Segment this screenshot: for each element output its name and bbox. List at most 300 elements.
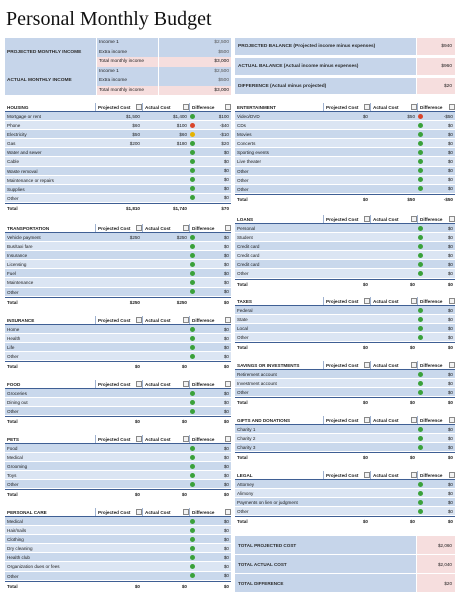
status-green-icon [190, 253, 195, 258]
actual-cost-cell[interactable]: $1,400 [172, 114, 187, 119]
difference-value: $0 [447, 481, 453, 487]
projected-cost-cell[interactable]: $250 [129, 235, 140, 240]
projected-cost-cell[interactable] [95, 572, 142, 580]
projected-cost-cell[interactable]: $200 [129, 141, 140, 147]
table-row [5, 535, 231, 544]
filter-dropdown-icon[interactable] [449, 298, 455, 304]
item-name[interactable]: Credit card [237, 244, 260, 250]
projected-cost-cell[interactable] [323, 388, 370, 396]
actual-cost-header [142, 508, 189, 516]
item-name[interactable]: Maintenance [7, 280, 34, 286]
item-name[interactable]: Concerts [237, 141, 256, 147]
table-row [235, 139, 455, 148]
difference-header [189, 103, 231, 111]
actual-cost-cell[interactable]: $50 [407, 114, 415, 119]
item-name[interactable]: Other [7, 482, 19, 488]
item-name[interactable]: Medical [7, 455, 23, 461]
item-name[interactable]: Water and sewer [7, 150, 42, 156]
projected-cost-cell[interactable] [323, 269, 370, 277]
actual-cost-cell[interactable]: $180 [176, 141, 187, 147]
actual-cost-cell[interactable] [370, 139, 417, 147]
actual-cost-cell[interactable] [142, 325, 189, 333]
table-row [5, 288, 231, 297]
income-value[interactable]: $500 [158, 48, 231, 58]
difference-value: $0 [223, 554, 229, 560]
table-row [235, 176, 455, 185]
item-name[interactable]: Gas [7, 141, 16, 147]
projected-cost-cell[interactable] [323, 130, 370, 138]
projected-cost-cell[interactable] [95, 526, 142, 534]
difference-cell [417, 251, 455, 259]
difference-value: $0 [223, 545, 229, 551]
actual-cost-cell[interactable] [142, 269, 189, 277]
projected-cost-cell[interactable] [95, 398, 142, 406]
actual-cost-cell[interactable] [370, 425, 417, 433]
actual-cost-cell[interactable] [370, 157, 417, 165]
projected-cost-cell[interactable] [323, 379, 370, 387]
projected-cost-cell[interactable]: $1,500 [125, 114, 140, 119]
actual-cost-cell[interactable] [370, 121, 417, 129]
status-green-icon [190, 271, 195, 276]
grand-total-label: TOTAL PROJECTED COST [235, 536, 416, 554]
item-name[interactable]: Electricity [7, 132, 27, 138]
status-green-icon [190, 280, 195, 285]
projected-cost-cell[interactable] [323, 443, 370, 451]
total-difference: -$50 [443, 196, 453, 202]
item-name[interactable]: Life [7, 345, 15, 351]
projected-cost-cell[interactable] [95, 167, 142, 175]
filter-dropdown-icon[interactable] [225, 509, 231, 515]
item-name[interactable]: Grooming [7, 464, 28, 470]
column-label: Projected Cost [98, 437, 131, 442]
column-label: Projected Cost [98, 382, 131, 387]
actual-cost-cell[interactable] [142, 471, 189, 479]
projected-cost-cell[interactable] [323, 507, 370, 515]
item-name[interactable]: Other [7, 289, 19, 295]
table-body [5, 389, 231, 416]
difference-value: $0 [447, 261, 453, 267]
total-actual: $0 [409, 400, 415, 406]
projected-cost-cell[interactable] [323, 489, 370, 497]
actual-cost-cell[interactable] [142, 194, 189, 202]
table-body [5, 444, 231, 489]
actual-cost-cell[interactable] [370, 315, 417, 323]
actual-cost-cell[interactable] [142, 444, 189, 452]
actual-cost-cell[interactable] [370, 185, 417, 193]
item-name[interactable]: Toys [7, 473, 17, 479]
income-value[interactable]: $2,500 [158, 38, 231, 48]
income-value[interactable]: $2,500 [158, 67, 231, 77]
column-label: Projected Cost [326, 418, 359, 423]
projected-cost-cell[interactable] [95, 334, 142, 342]
total-difference: $0 [223, 364, 229, 370]
difference-cell [417, 489, 455, 497]
actual-cost-cell[interactable]: $250 [176, 235, 187, 240]
difference-value: $0 [447, 122, 453, 128]
actual-cost-cell[interactable] [142, 352, 189, 360]
total-actual: $0 [409, 281, 415, 287]
filter-dropdown-icon[interactable] [225, 381, 231, 387]
table-row [235, 269, 455, 278]
projected-cost-cell[interactable] [323, 176, 370, 184]
projected-cost-cell[interactable] [95, 185, 142, 193]
item-name[interactable]: Credit card [237, 253, 260, 259]
projected-cost-cell[interactable] [95, 453, 142, 461]
entertainment-table [235, 103, 455, 203]
actual-cost-cell[interactable] [370, 388, 417, 396]
actual-cost-cell[interactable] [142, 535, 189, 543]
item-name[interactable]: Home [7, 327, 20, 332]
table-row [235, 507, 455, 516]
item-name[interactable]: Food [7, 446, 18, 451]
item-name[interactable]: Health club [7, 555, 30, 561]
actual-cost-cell[interactable] [142, 544, 189, 552]
item-name[interactable]: Credit card [237, 262, 260, 268]
actual-cost-cell[interactable] [142, 343, 189, 351]
projected-cost-cell[interactable] [95, 444, 142, 452]
item-name[interactable]: CDs [237, 123, 246, 129]
projected-cost-cell[interactable] [95, 260, 142, 268]
item-name[interactable]: Organization dues or fees [7, 564, 60, 570]
filter-dropdown-icon[interactable] [225, 317, 231, 323]
projected-cost-cell[interactable] [95, 389, 142, 397]
projected-cost-cell[interactable]: $50 [132, 132, 140, 138]
difference-value: $0 [447, 243, 453, 249]
difference-cell [189, 167, 231, 175]
grand-total-value: $2,040 [417, 555, 455, 573]
projected-cost-cell[interactable] [323, 148, 370, 156]
item-name[interactable]: Other [7, 409, 19, 415]
item-name[interactable]: Vehicle payment [7, 235, 41, 240]
actual-cost-cell[interactable] [142, 167, 189, 175]
item-name[interactable]: Insurance [7, 253, 28, 259]
actual-cost-cell[interactable] [370, 306, 417, 314]
status-green-icon [190, 564, 195, 569]
actual-cost-cell[interactable] [370, 370, 417, 378]
difference-value: $0 [223, 234, 229, 240]
projected-cost-header [323, 103, 370, 111]
item-name[interactable]: Other [237, 390, 249, 396]
item-name[interactable]: Investment account [237, 381, 277, 387]
actual-cost-cell[interactable] [142, 462, 189, 470]
actual-cost-cell[interactable] [370, 242, 417, 250]
projected-cost-cell[interactable] [95, 157, 142, 165]
item-name[interactable]: Other [7, 573, 19, 579]
projected-cost-cell[interactable] [323, 333, 370, 341]
projected-cost-cell[interactable] [323, 480, 370, 488]
item-name[interactable]: Cable [7, 159, 20, 165]
filter-dropdown-icon[interactable] [449, 362, 455, 368]
projected-cost-cell[interactable] [95, 544, 142, 552]
actual-cost-cell[interactable] [370, 379, 417, 387]
actual-cost-cell[interactable] [142, 334, 189, 342]
projected-cost-cell[interactable] [95, 325, 142, 333]
projected-cost-cell[interactable] [95, 343, 142, 351]
item-name[interactable]: Payments on lien or judgment [237, 500, 298, 506]
item-name[interactable]: Dry cleaning [7, 546, 33, 552]
projected-cost-cell[interactable] [323, 315, 370, 323]
status-green-icon [190, 195, 195, 200]
item-name[interactable]: Fuel [7, 271, 16, 277]
projected-income-label [5, 38, 96, 48]
item-name[interactable]: Personal [237, 226, 256, 231]
item-name[interactable]: Bus/taxi fare [7, 244, 33, 250]
actual-cost-cell[interactable] [370, 130, 417, 138]
item-name[interactable]: Hair/nails [7, 528, 27, 534]
filter-dropdown-icon[interactable] [225, 104, 231, 110]
total-projected: $0 [362, 400, 368, 406]
filter-dropdown-icon[interactable] [449, 104, 455, 110]
actual-cost-cell[interactable] [142, 185, 189, 193]
projected-cost-cell[interactable] [323, 370, 370, 378]
projected-cost-cell[interactable] [95, 553, 142, 561]
income-name[interactable]: Income 1 [96, 38, 158, 48]
status-green-icon [418, 141, 423, 146]
projected-cost-cell[interactable] [323, 233, 370, 241]
projected-cost-cell[interactable] [95, 269, 142, 277]
item-name[interactable]: Other [237, 509, 249, 515]
difference-value: $0 [223, 445, 229, 451]
item-name[interactable]: Medical [7, 519, 23, 524]
actual-cost-cell[interactable] [142, 278, 189, 286]
actual-cost-cell[interactable] [142, 553, 189, 561]
income-name[interactable]: Extra income [96, 48, 158, 58]
actual-cost-cell[interactable] [142, 572, 189, 580]
actual-cost-cell[interactable] [370, 224, 417, 232]
actual-cost-cell[interactable] [142, 251, 189, 259]
item-name[interactable]: Supplies [7, 186, 25, 192]
difference-cell [189, 185, 231, 193]
projected-cost-cell[interactable] [95, 251, 142, 259]
projected-cost-cell[interactable] [323, 242, 370, 250]
projected-cost-cell[interactable] [323, 260, 370, 268]
item-name[interactable]: Sporting events [237, 150, 269, 156]
actual-cost-cell[interactable] [370, 498, 417, 506]
projected-cost-cell[interactable] [95, 407, 142, 415]
actual-cost-cell[interactable] [142, 288, 189, 296]
actual-cost-cell[interactable] [142, 562, 189, 570]
difference-cell [189, 480, 231, 488]
status-green-icon [418, 509, 423, 514]
projected-cost-cell[interactable] [95, 278, 142, 286]
difference-value: $0 [223, 149, 229, 155]
income-value[interactable]: $500 [158, 76, 231, 86]
actual-cost-cell[interactable] [142, 242, 189, 250]
actual-cost-cell[interactable] [370, 148, 417, 156]
item-name[interactable]: Other [237, 335, 249, 341]
projected-cost-cell[interactable] [323, 498, 370, 506]
actual-cost-cell[interactable] [142, 148, 189, 156]
column-label: Difference [420, 217, 443, 222]
projected-cost-cell[interactable] [323, 139, 370, 147]
actual-cost-cell[interactable]: $60 [179, 132, 187, 138]
difference-cell [189, 562, 231, 570]
item-name[interactable]: Alimony [237, 491, 254, 497]
table-row [5, 130, 231, 139]
item-name[interactable]: Live theater [237, 159, 262, 165]
difference-value: $100 [218, 113, 229, 119]
actual-cost-cell[interactable] [370, 507, 417, 515]
difference-cell [417, 121, 455, 129]
actual-cost-cell[interactable] [370, 167, 417, 175]
item-name[interactable]: Other [237, 271, 249, 277]
projected-cost-cell[interactable] [95, 480, 142, 488]
item-name[interactable]: Other [237, 168, 249, 174]
projected-cost-cell[interactable] [323, 324, 370, 332]
filter-dropdown-icon[interactable] [449, 417, 455, 423]
difference-value: $0 [447, 252, 453, 258]
actual-cost-cell[interactable] [142, 480, 189, 488]
item-name[interactable]: Phone [7, 123, 21, 129]
item-name[interactable]: Mortgage or rent [7, 114, 41, 119]
column-label: Projected Cost [326, 473, 359, 478]
actual-cost-header [142, 103, 189, 111]
actual-cost-cell[interactable] [370, 333, 417, 341]
actual-cost-cell[interactable] [142, 453, 189, 461]
total-projected: $0 [134, 419, 140, 425]
projected-cost-cell[interactable] [323, 121, 370, 129]
item-name[interactable]: Federal [237, 308, 253, 313]
actual-cost-cell[interactable] [370, 260, 417, 268]
item-name[interactable]: Clothing [7, 537, 24, 543]
projected-cost-cell[interactable] [323, 185, 370, 193]
difference-cell [417, 269, 455, 277]
difference-cell [189, 526, 231, 534]
item-name[interactable]: Other [7, 195, 19, 201]
item-name[interactable]: Attorney [237, 482, 255, 487]
projected-cost-cell[interactable] [95, 352, 142, 360]
actual-cost-cell[interactable] [370, 176, 417, 184]
actual-balance [235, 58, 455, 75]
item-name[interactable]: Movies [237, 132, 252, 138]
projected-cost-cell[interactable] [323, 224, 370, 232]
actual-cost-cell[interactable] [142, 176, 189, 184]
projected-cost-cell[interactable]: $60 [132, 123, 140, 129]
projected-cost-cell[interactable] [95, 462, 142, 470]
difference-value: $0 [447, 499, 453, 505]
actual-cost-cell[interactable] [142, 260, 189, 268]
table-row [5, 269, 231, 278]
projected-cost-cell[interactable] [323, 425, 370, 433]
item-name[interactable]: Health [7, 336, 21, 342]
actual-cost-header [142, 316, 189, 324]
projected-cost-cell[interactable] [95, 242, 142, 250]
income-row [5, 48, 231, 58]
status-green-icon [190, 473, 195, 478]
total-difference: $0 [447, 345, 453, 351]
item-name[interactable]: Groceries [7, 391, 27, 396]
filter-dropdown-icon[interactable] [225, 225, 231, 231]
item-name[interactable]: Other [237, 177, 249, 183]
difference-value: $0 [447, 426, 453, 432]
item-name[interactable]: Charity 1 [237, 427, 256, 432]
actual-cost-cell[interactable] [370, 233, 417, 241]
actual-cost-cell[interactable]: $100 [176, 123, 187, 129]
actual-cost-cell[interactable] [142, 389, 189, 397]
actual-cost-cell[interactable] [370, 269, 417, 277]
actual-cost-cell[interactable] [370, 480, 417, 488]
table-row [5, 389, 231, 398]
status-green-icon [418, 244, 423, 249]
item-name[interactable]: Retirement account [237, 372, 277, 377]
projected-cost-header [323, 471, 370, 479]
projected-cost-cell[interactable]: $0 [362, 114, 368, 119]
table-row [235, 498, 455, 507]
item-name[interactable]: Local [237, 326, 248, 332]
projected-cost-cell[interactable] [323, 251, 370, 259]
item-name[interactable]: State [237, 317, 248, 323]
difference-cell [189, 269, 231, 277]
table-body [5, 517, 231, 581]
projected-cost-cell[interactable] [95, 517, 142, 525]
housing-table [5, 103, 231, 212]
projected-cost-cell[interactable] [95, 288, 142, 296]
actual-cost-cell[interactable] [370, 324, 417, 332]
projected-cost-header [95, 316, 142, 324]
table-row [5, 139, 231, 148]
item-name[interactable]: Maintenance or repairs [7, 177, 54, 183]
projected-cost-cell[interactable] [95, 176, 142, 184]
actual-cost-cell[interactable] [142, 398, 189, 406]
status-red-icon [418, 114, 423, 119]
total-difference: $0 [223, 299, 229, 305]
projected-cost-cell[interactable] [323, 306, 370, 314]
projected-cost-cell[interactable] [95, 148, 142, 156]
status-green-icon [190, 345, 195, 350]
total-row [5, 203, 231, 212]
actual-cost-cell[interactable] [370, 251, 417, 259]
actual-cost-cell[interactable] [142, 407, 189, 415]
income-name[interactable]: Extra income [96, 76, 158, 86]
projected-cost-cell[interactable] [95, 194, 142, 202]
item-name[interactable]: Other [7, 354, 19, 360]
item-name[interactable]: Other [237, 186, 249, 192]
income-name: Total monthly income [96, 86, 158, 96]
item-name[interactable]: Student [237, 235, 253, 241]
income-name[interactable]: Income 1 [96, 67, 158, 77]
filter-dropdown-icon[interactable] [225, 436, 231, 442]
table-row [5, 462, 231, 471]
item-name[interactable]: Charity 2 [237, 436, 256, 442]
income-value: $3,000 [158, 86, 231, 96]
table-header [235, 103, 455, 112]
filter-dropdown-icon[interactable] [449, 472, 455, 478]
item-name[interactable]: Licensing [7, 262, 27, 268]
filter-dropdown-icon[interactable] [449, 216, 455, 222]
difference-header [417, 103, 455, 111]
actual-cost-cell[interactable] [142, 517, 189, 525]
actual-cost-cell[interactable] [370, 489, 417, 497]
actual-cost-cell[interactable] [142, 526, 189, 534]
projected-cost-cell[interactable] [323, 157, 370, 165]
actual-cost-cell[interactable] [370, 443, 417, 451]
item-name[interactable]: Dining out [7, 400, 28, 406]
projected-cost-cell[interactable] [323, 434, 370, 442]
difference-cell [189, 535, 231, 543]
item-name[interactable]: Charity 3 [237, 445, 256, 451]
actual-cost-cell[interactable] [142, 157, 189, 165]
projected-cost-cell[interactable] [95, 562, 142, 570]
table-row [5, 242, 231, 251]
status-green-icon [190, 482, 195, 487]
item-name[interactable]: Waste removal [7, 168, 38, 174]
actual-cost-cell[interactable] [370, 434, 417, 442]
status-green-icon [190, 555, 195, 560]
projected-cost-cell[interactable] [95, 535, 142, 543]
projected-cost-cell[interactable] [95, 471, 142, 479]
item-name[interactable]: Video/DVD [237, 114, 260, 119]
projected-cost-cell[interactable] [323, 167, 370, 175]
